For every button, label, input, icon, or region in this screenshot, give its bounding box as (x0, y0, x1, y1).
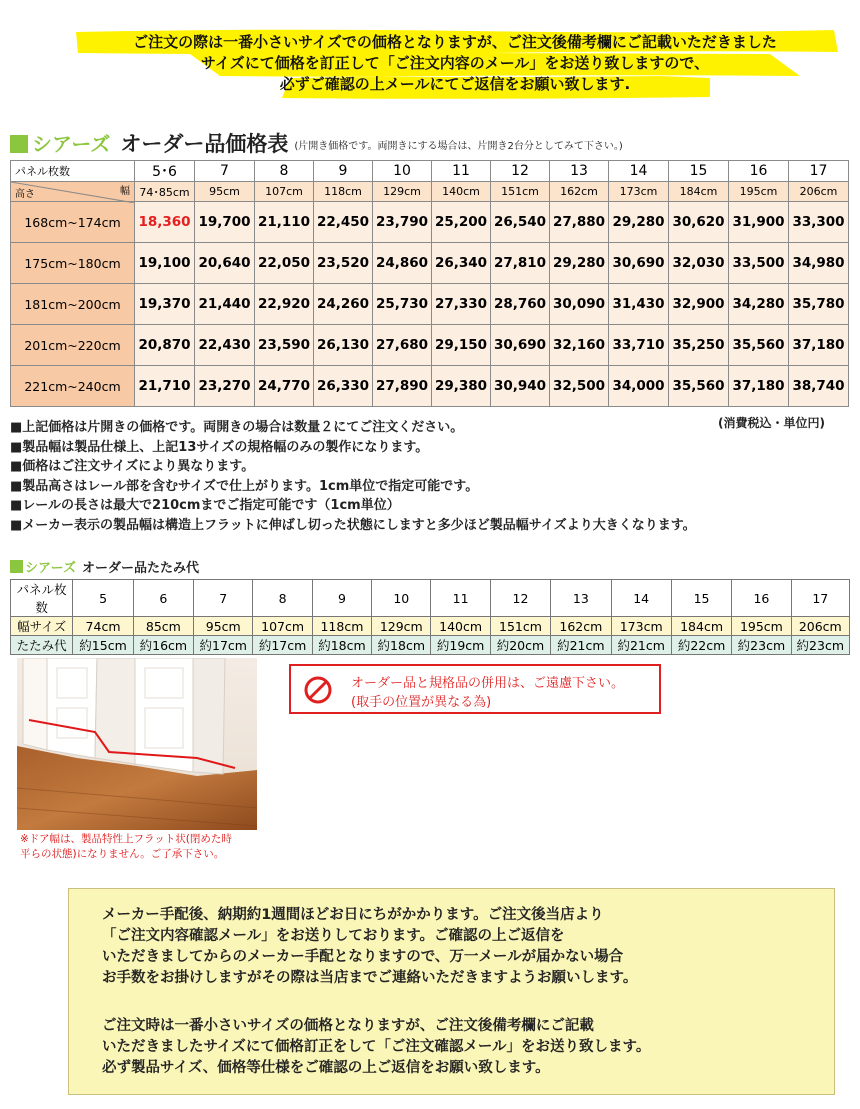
warning-line-2: (取手の位置が異なる為) (351, 695, 492, 710)
photo-caption-line-2: 平らの状態)になりません。ご了承下さい。 (20, 848, 225, 860)
price-row (11, 202, 849, 243)
price-cell: 27,890 (373, 366, 432, 407)
folding-door-illustration (17, 658, 257, 830)
width-cell: 151cm (491, 182, 550, 202)
price-cell: 27,680 (373, 325, 432, 366)
price-cell: 22,920 (255, 284, 314, 325)
height-range-cell: 175cm~180cm (11, 243, 135, 284)
panel-count-cell: 16 (729, 161, 789, 182)
price-cell: 24,770 (255, 366, 314, 407)
warning-box (289, 664, 661, 714)
panel-count-cell: 9 (314, 161, 373, 182)
width-cell: 74･85cm (135, 182, 195, 202)
price-table-note: (片開き価格です。両開きにする場合は、片開き2台分としてみて下さい。) (294, 141, 623, 152)
price-cell: 34,980 (789, 243, 849, 284)
price-row (11, 243, 849, 284)
fold-width-cell: 85cm (133, 617, 193, 636)
fold-panel-cell: 13 (551, 580, 611, 617)
price-cell: 35,250 (669, 325, 729, 366)
price-cell: 26,330 (314, 366, 373, 407)
price-cell: 29,150 (432, 325, 491, 366)
price-cell: 30,940 (491, 366, 550, 407)
notice-line-4: お手数をお掛けしますがその際は当店までご連絡いただきますようお願いします。 (102, 970, 638, 986)
title-square-icon (10, 135, 28, 153)
brand-name: シアーズ (32, 132, 111, 156)
price-cell: 29,280 (550, 243, 609, 284)
photo-caption-line-1: ※ドア幅は、製品特性上フラット状(閉めた時 (20, 833, 232, 845)
fold-allowance-cell: 約23cm (732, 636, 791, 655)
top-banner (70, 28, 840, 100)
price-cell: 18,360 (135, 202, 195, 243)
fold-panel-cell: 5 (73, 580, 133, 617)
price-cell: 26,340 (432, 243, 491, 284)
fold-allowance-cell: 約19cm (431, 636, 490, 655)
banner-line-3: 必ずご確認の上メールにてご返信をお願い致します. (279, 75, 631, 93)
panel-count-label: パネル枚数 (11, 161, 135, 182)
panel-count-cell: 7 (195, 161, 255, 182)
fold-allowance-cell: 約16cm (133, 636, 193, 655)
tax-note: (消費税込・単位円) (718, 416, 825, 430)
height-range-cell: 181cm~200cm (11, 284, 135, 325)
price-cell: 31,900 (729, 202, 789, 243)
width-cell: 129cm (373, 182, 432, 202)
fold-table-heading: オーダー品たたみ代 (81, 560, 199, 576)
price-cell: 21,110 (255, 202, 314, 243)
price-cell: 25,200 (432, 202, 491, 243)
fold-row-label: たたみ代 (11, 636, 73, 655)
fold-panel-cell: 15 (671, 580, 731, 617)
fold-panel-cell: 17 (791, 580, 849, 617)
fold-panel-cell: 10 (372, 580, 431, 617)
fold-panel-cell: 8 (253, 580, 312, 617)
notice-line-6: いただきましたサイズにて価格訂正をして「ご注文確認メール」をお送り致します。 (102, 1039, 651, 1055)
price-cell: 33,300 (789, 202, 849, 243)
notice-line-5: ご注文時は一番小さいサイズの価格となりますが、ご注文後備考欄にご記載 (102, 1018, 594, 1034)
price-cell: 38,740 (789, 366, 849, 407)
fold-table (10, 579, 850, 655)
price-cell: 24,860 (373, 243, 432, 284)
panel-count-cell: 12 (491, 161, 550, 182)
delivery-notice (68, 888, 835, 1095)
price-cell: 23,270 (195, 366, 255, 407)
price-cell: 34,000 (609, 366, 669, 407)
price-width-row (11, 182, 849, 202)
prohibited-icon (303, 675, 333, 705)
banner-text (70, 32, 840, 95)
warning-line-1: オーダー品と規格品の併用は、ご遠慮下さい。 (351, 676, 625, 691)
fold-width-cell: 129cm (372, 617, 431, 636)
note-line: ■価格はご注文サイズにより異なります。 (10, 459, 255, 474)
panel-count-cell: 17 (789, 161, 849, 182)
width-cell: 95cm (195, 182, 255, 202)
notice-line-2: 「ご注文内容確認メール」をお送りしております。ご確認の上ご返信を (102, 928, 565, 944)
width-cell: 118cm (314, 182, 373, 202)
notice-line-7: 必ず製品サイズ、価格等仕様をご確認の上ご返信をお願い致します。 (102, 1060, 550, 1076)
price-table-heading: オーダー品価格表 (120, 132, 289, 156)
fold-width-cell: 206cm (791, 617, 849, 636)
price-cell: 19,370 (135, 284, 195, 325)
price-cell: 32,500 (550, 366, 609, 407)
fold-panel-cell: 6 (133, 580, 193, 617)
price-cell: 22,450 (314, 202, 373, 243)
price-cell: 30,620 (669, 202, 729, 243)
price-table-title (10, 127, 623, 157)
price-cell: 30,090 (550, 284, 609, 325)
panel-count-cell: 14 (609, 161, 669, 182)
price-cell: 30,690 (609, 243, 669, 284)
fold-width-cell: 107cm (253, 617, 312, 636)
height-width-corner (11, 182, 135, 202)
panel-count-cell: 13 (550, 161, 609, 182)
price-cell: 28,760 (491, 284, 550, 325)
price-cell: 33,500 (729, 243, 789, 284)
note-line: ■製品幅は製品仕様上、上記13サイズの規格幅のみの製作になります。 (10, 439, 429, 455)
price-cell: 25,730 (373, 284, 432, 325)
price-cell: 33,710 (609, 325, 669, 366)
price-cell: 23,590 (255, 325, 314, 366)
fold-row-label: パネル枚数 (11, 580, 73, 617)
note-line: ■製品高さはレール部を含むサイズで仕上がります。1cm単位で指定可能です。 (10, 478, 479, 494)
price-cell: 21,710 (135, 366, 195, 407)
height-label: 高さ (15, 189, 35, 200)
panel-count-cell: 10 (373, 161, 432, 182)
price-cell: 37,180 (789, 325, 849, 366)
price-cell: 29,280 (609, 202, 669, 243)
fold-allowance-cell: 約17cm (253, 636, 312, 655)
price-cell: 23,790 (373, 202, 432, 243)
fold-panel-cell: 7 (194, 580, 253, 617)
price-row (11, 325, 849, 366)
banner-line-2: サイズにて価格を訂正して「ご注文内容のメール」をお送り致しますので、 (200, 54, 710, 72)
price-header-row (11, 161, 849, 182)
fold-panel-row (11, 580, 850, 617)
panel-count-cell: 15 (669, 161, 729, 182)
price-cell: 27,330 (432, 284, 491, 325)
fold-row-label: 幅サイズ (11, 617, 73, 636)
fold-allowance-cell: 約22cm (671, 636, 731, 655)
width-cell: 140cm (432, 182, 491, 202)
fold-allowance-cell: 約18cm (372, 636, 431, 655)
fold-allowance-cell: 約15cm (73, 636, 133, 655)
fold-width-cell: 95cm (194, 617, 253, 636)
fold-brand-name: シアーズ (25, 560, 76, 576)
fold-allowance-cell: 約17cm (194, 636, 253, 655)
panel-count-cell: 11 (432, 161, 491, 182)
width-cell: 162cm (550, 182, 609, 202)
price-cell: 27,810 (491, 243, 550, 284)
price-cell: 35,560 (729, 325, 789, 366)
panel-count-cell: 5･6 (135, 161, 195, 182)
height-range-cell: 221cm~240cm (11, 366, 135, 407)
fold-panel-cell: 14 (611, 580, 671, 617)
price-cell: 30,690 (491, 325, 550, 366)
price-cell: 22,050 (255, 243, 314, 284)
fold-width-cell: 173cm (611, 617, 671, 636)
price-cell: 26,540 (491, 202, 550, 243)
note-line: ■メーカー表示の製品幅は構造上フラットに伸ばし切った状態にしますと多少ほど製品幅サイズより大きくなります。 (10, 517, 696, 533)
fold-width-cell: 162cm (551, 617, 611, 636)
fold-width-cell: 184cm (671, 617, 731, 636)
fold-width-cell: 74cm (73, 617, 133, 636)
fold-panel-cell: 11 (431, 580, 490, 617)
fold-allowance-cell: 約20cm (490, 636, 550, 655)
fold-width-row (11, 617, 850, 636)
fold-width-cell: 195cm (732, 617, 791, 636)
price-cell: 35,780 (789, 284, 849, 325)
product-photo (17, 658, 257, 830)
fold-width-cell: 118cm (312, 617, 371, 636)
fold-allowance-cell: 約21cm (611, 636, 671, 655)
width-cell: 107cm (255, 182, 314, 202)
price-cell: 21,440 (195, 284, 255, 325)
price-cell: 19,100 (135, 243, 195, 284)
width-cell: 173cm (609, 182, 669, 202)
price-cell: 35,560 (669, 366, 729, 407)
notice-line-1: メーカー手配後、納期約1週間ほどお日にちがかかります。ご注文後当店より (102, 907, 604, 923)
fold-title-square-icon (10, 560, 23, 573)
fold-panel-cell: 16 (732, 580, 791, 617)
price-cell: 20,640 (195, 243, 255, 284)
fold-panel-cell: 12 (490, 580, 550, 617)
price-cell: 26,130 (314, 325, 373, 366)
price-cell: 19,700 (195, 202, 255, 243)
price-cell: 37,180 (729, 366, 789, 407)
price-cell: 27,880 (550, 202, 609, 243)
fold-allowance-row (11, 636, 850, 655)
height-range-cell: 168cm~174cm (11, 202, 135, 243)
height-range-cell: 201cm~220cm (11, 325, 135, 366)
width-cell: 206cm (789, 182, 849, 202)
price-row (11, 366, 849, 407)
price-cell: 24,260 (314, 284, 373, 325)
banner-line-1: ご注文の際は一番小さいサイズでの価格となりますが、ご注文後備考欄にご記載いただきました (133, 33, 777, 51)
fold-allowance-cell: 約18cm (312, 636, 371, 655)
note-line: ■上記価格は片開きの価格です。両開きの場合は数量２にてご注文ください。 (10, 420, 464, 435)
fold-allowance-cell: 約23cm (791, 636, 849, 655)
fold-width-cell: 151cm (490, 617, 550, 636)
price-cell: 20,870 (135, 325, 195, 366)
fold-allowance-cell: 約21cm (551, 636, 611, 655)
panel-count-cell: 8 (255, 161, 314, 182)
price-notes (10, 418, 860, 535)
width-label: 幅 (120, 186, 130, 197)
price-cell: 31,430 (609, 284, 669, 325)
fold-table-title (10, 557, 199, 575)
width-cell: 184cm (669, 182, 729, 202)
fold-width-cell: 140cm (431, 617, 490, 636)
price-cell: 22,430 (195, 325, 255, 366)
fold-panel-cell: 9 (312, 580, 371, 617)
price-cell: 34,280 (729, 284, 789, 325)
price-cell: 29,380 (432, 366, 491, 407)
price-cell: 32,160 (550, 325, 609, 366)
price-row (11, 284, 849, 325)
notice-line-3: いただきましてからのメーカー手配となりますので、万一メールが届かない場合 (102, 949, 624, 965)
note-line: ■レールの長さは最大で210cmまでご指定可能です（1cm単位） (10, 498, 400, 513)
price-table (10, 160, 849, 407)
width-cell: 195cm (729, 182, 789, 202)
price-cell: 32,900 (669, 284, 729, 325)
price-cell: 32,030 (669, 243, 729, 284)
price-cell: 23,520 (314, 243, 373, 284)
photo-caption (20, 832, 270, 862)
